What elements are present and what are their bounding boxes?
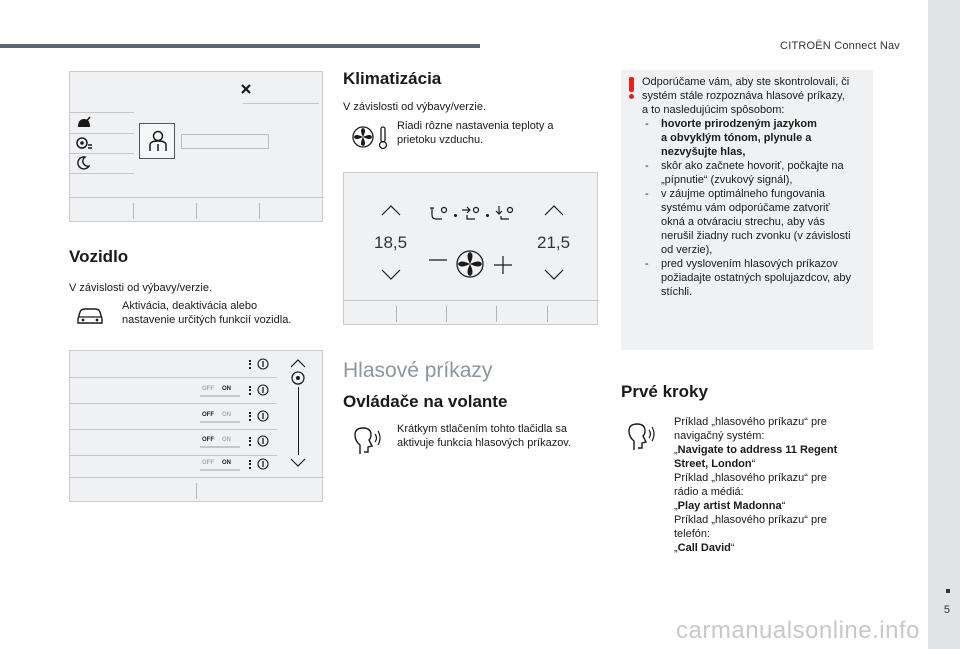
info-icon[interactable] [257, 435, 269, 447]
toggle-switch-3[interactable]: OFF ON [198, 436, 242, 448]
air-distribution-face-icon[interactable] [429, 205, 451, 223]
klimatizacia-heading: Klimatizácia [343, 69, 442, 88]
example-1-line-1: Príklad „hlasového príkazu“ pre [674, 416, 827, 428]
note-bullet-2-line-2: „pípnutie“ (zvukový signál), [661, 174, 793, 186]
note-line-1: Odporúčame vám, aby ste skontrolovali, či [642, 76, 850, 88]
ovladace-heading: Ovládače na volante [343, 392, 508, 411]
hlasove-desc-2: aktivuje funkcia hlasových príkazov. [397, 437, 572, 449]
toggle-switch-2[interactable]: OFF ON [198, 411, 242, 423]
note-bullet-3-line-4: nerušil žiadny ruch zvonku (v závislosti [661, 230, 851, 242]
temperature-left: 18,5 [374, 233, 408, 252]
watermark: carmanualsonline.info [676, 617, 920, 644]
fan-icon [455, 249, 485, 279]
note-bullet-3-line-1: v záujme optimálneho fungovania [661, 188, 825, 200]
note-line-2: systém stále rozpoznáva hlasové príkazy, [642, 90, 845, 102]
close-icon [240, 83, 252, 95]
fan-increase-button[interactable] [493, 255, 513, 275]
info-icon[interactable] [257, 410, 269, 422]
fan-decrease-button[interactable] [428, 257, 448, 263]
kebab-menu-icon[interactable] [249, 460, 251, 469]
scroll-position-icon[interactable] [291, 371, 305, 385]
example-3-line-1: Príklad „hlasového príkazu“ pre [674, 514, 827, 526]
prve-kroky-heading: Prvé kroky [621, 382, 708, 401]
recommendation-note [621, 70, 873, 350]
vehicle-screen-illustration [69, 71, 323, 222]
chevron-up-icon[interactable] [289, 358, 307, 368]
note-bullet-1-line-3: nezvyšujte hlas, [661, 146, 746, 158]
voice-command-icon [350, 424, 382, 456]
air-distribution-feet-icon[interactable] [461, 205, 483, 223]
klimatizacia-intro: V závislosti od výbavy/verzie. [343, 101, 487, 113]
user-profile-button[interactable] [139, 123, 175, 159]
note-line-3: a to nasledujúcim spôsobom: [642, 104, 785, 116]
profile-name-field[interactable] [181, 134, 269, 149]
bullet-dash: - [645, 118, 649, 130]
vozidlo-desc-2: nastavenie určitých funkcií vozidla. [122, 314, 292, 326]
klimatizacia-desc-2: prietoku vzduchu. [397, 134, 484, 146]
note-bullet-3-line-2: systému vám odporúčame zatvoriť [661, 202, 830, 214]
brand-label: CITROËN Connect Nav [780, 40, 900, 52]
page-edge-strip [928, 0, 960, 649]
vozidlo-intro: V závislosti od výbavy/verzie. [69, 282, 213, 294]
settings-lights-icon [74, 135, 94, 151]
vehicle-functions-screen [69, 350, 323, 502]
note-bullet-4-line-2: požiadajte ostatných spolujazdcov, aby [661, 272, 851, 284]
info-icon[interactable] [257, 384, 269, 396]
fan-temperature-icon [350, 124, 390, 150]
example-1-command-line-2: Street, London“ [674, 458, 756, 470]
separator-dot [486, 214, 489, 217]
page-marker [946, 589, 950, 593]
kebab-menu-icon[interactable] [249, 360, 251, 369]
note-bullet-2-line-1: skôr ako začnete hovoriť, počkajte na [661, 160, 844, 172]
temp-right-up-button[interactable] [543, 204, 565, 216]
person-icon [148, 130, 168, 152]
example-2-line-2: rádio a médiá: [674, 486, 744, 498]
voice-command-icon [624, 420, 656, 452]
note-bullet-3-line-5: od verzie), [661, 244, 713, 256]
hlasove-heading: Hlasové príkazy [343, 359, 493, 382]
example-2-command: „Play artist Madonna“ [674, 500, 786, 512]
example-1-line-2: navigačný systém: [674, 430, 765, 442]
info-icon[interactable] [257, 358, 269, 370]
info-icon[interactable] [257, 458, 269, 470]
bullet-dash: - [645, 188, 649, 200]
toggle-switch-1[interactable]: OFF ON [198, 385, 242, 397]
kebab-menu-icon[interactable] [249, 437, 251, 446]
temp-left-up-button[interactable] [380, 204, 402, 216]
air-distribution-windscreen-icon[interactable] [495, 205, 517, 223]
hlasove-desc-1: Krátkym stlačením tohto tlačidla sa [397, 423, 567, 435]
kebab-menu-icon[interactable] [249, 386, 251, 395]
note-bullet-3-line-3: okná a otváraciu strechu, aby vás [661, 216, 825, 228]
temp-right-down-button[interactable] [543, 269, 565, 281]
kebab-menu-icon[interactable] [249, 412, 251, 421]
warning-exclamation-icon [629, 77, 634, 99]
vozidlo-heading: Vozidlo [69, 247, 129, 266]
klimatizacia-desc-1: Riadi rôzne nastavenia teploty a [397, 120, 554, 132]
header-bar [0, 44, 480, 48]
example-3-line-2: telefón: [674, 528, 711, 540]
chevron-down-icon[interactable] [289, 458, 307, 468]
climate-screen-illustration [343, 172, 598, 325]
page-number: 5 [943, 604, 950, 616]
example-3-command: „Call David“ [674, 542, 735, 554]
bullet-dash: - [645, 160, 649, 172]
example-2-line-1: Príklad „hlasového príkazu“ pre [674, 472, 827, 484]
night-mode-icon [76, 156, 90, 170]
vozidlo-desc-1: Aktivácia, deaktivácia alebo [122, 300, 258, 312]
scrollbar-track[interactable] [298, 387, 299, 455]
bullet-dash: - [645, 258, 649, 270]
note-bullet-1-line-1: hovorte prirodzeným jazykom [661, 118, 817, 130]
driving-assist-icon [75, 115, 93, 131]
temp-left-down-button[interactable] [380, 269, 402, 281]
note-bullet-4-line-3: stíchli. [661, 286, 693, 298]
separator-dot [454, 214, 457, 217]
note-bullet-1-line-2: a obvyklým tónom, plynule a [661, 132, 812, 144]
temperature-right: 21,5 [537, 233, 571, 252]
toggle-switch-4[interactable]: OFF ON [198, 459, 242, 471]
example-1-command-line-1: „Navigate to address 11 Regent [674, 444, 838, 456]
car-icon [75, 305, 105, 327]
note-bullet-4-line-1: pred vyslovením hlasových príkazov [661, 258, 838, 270]
